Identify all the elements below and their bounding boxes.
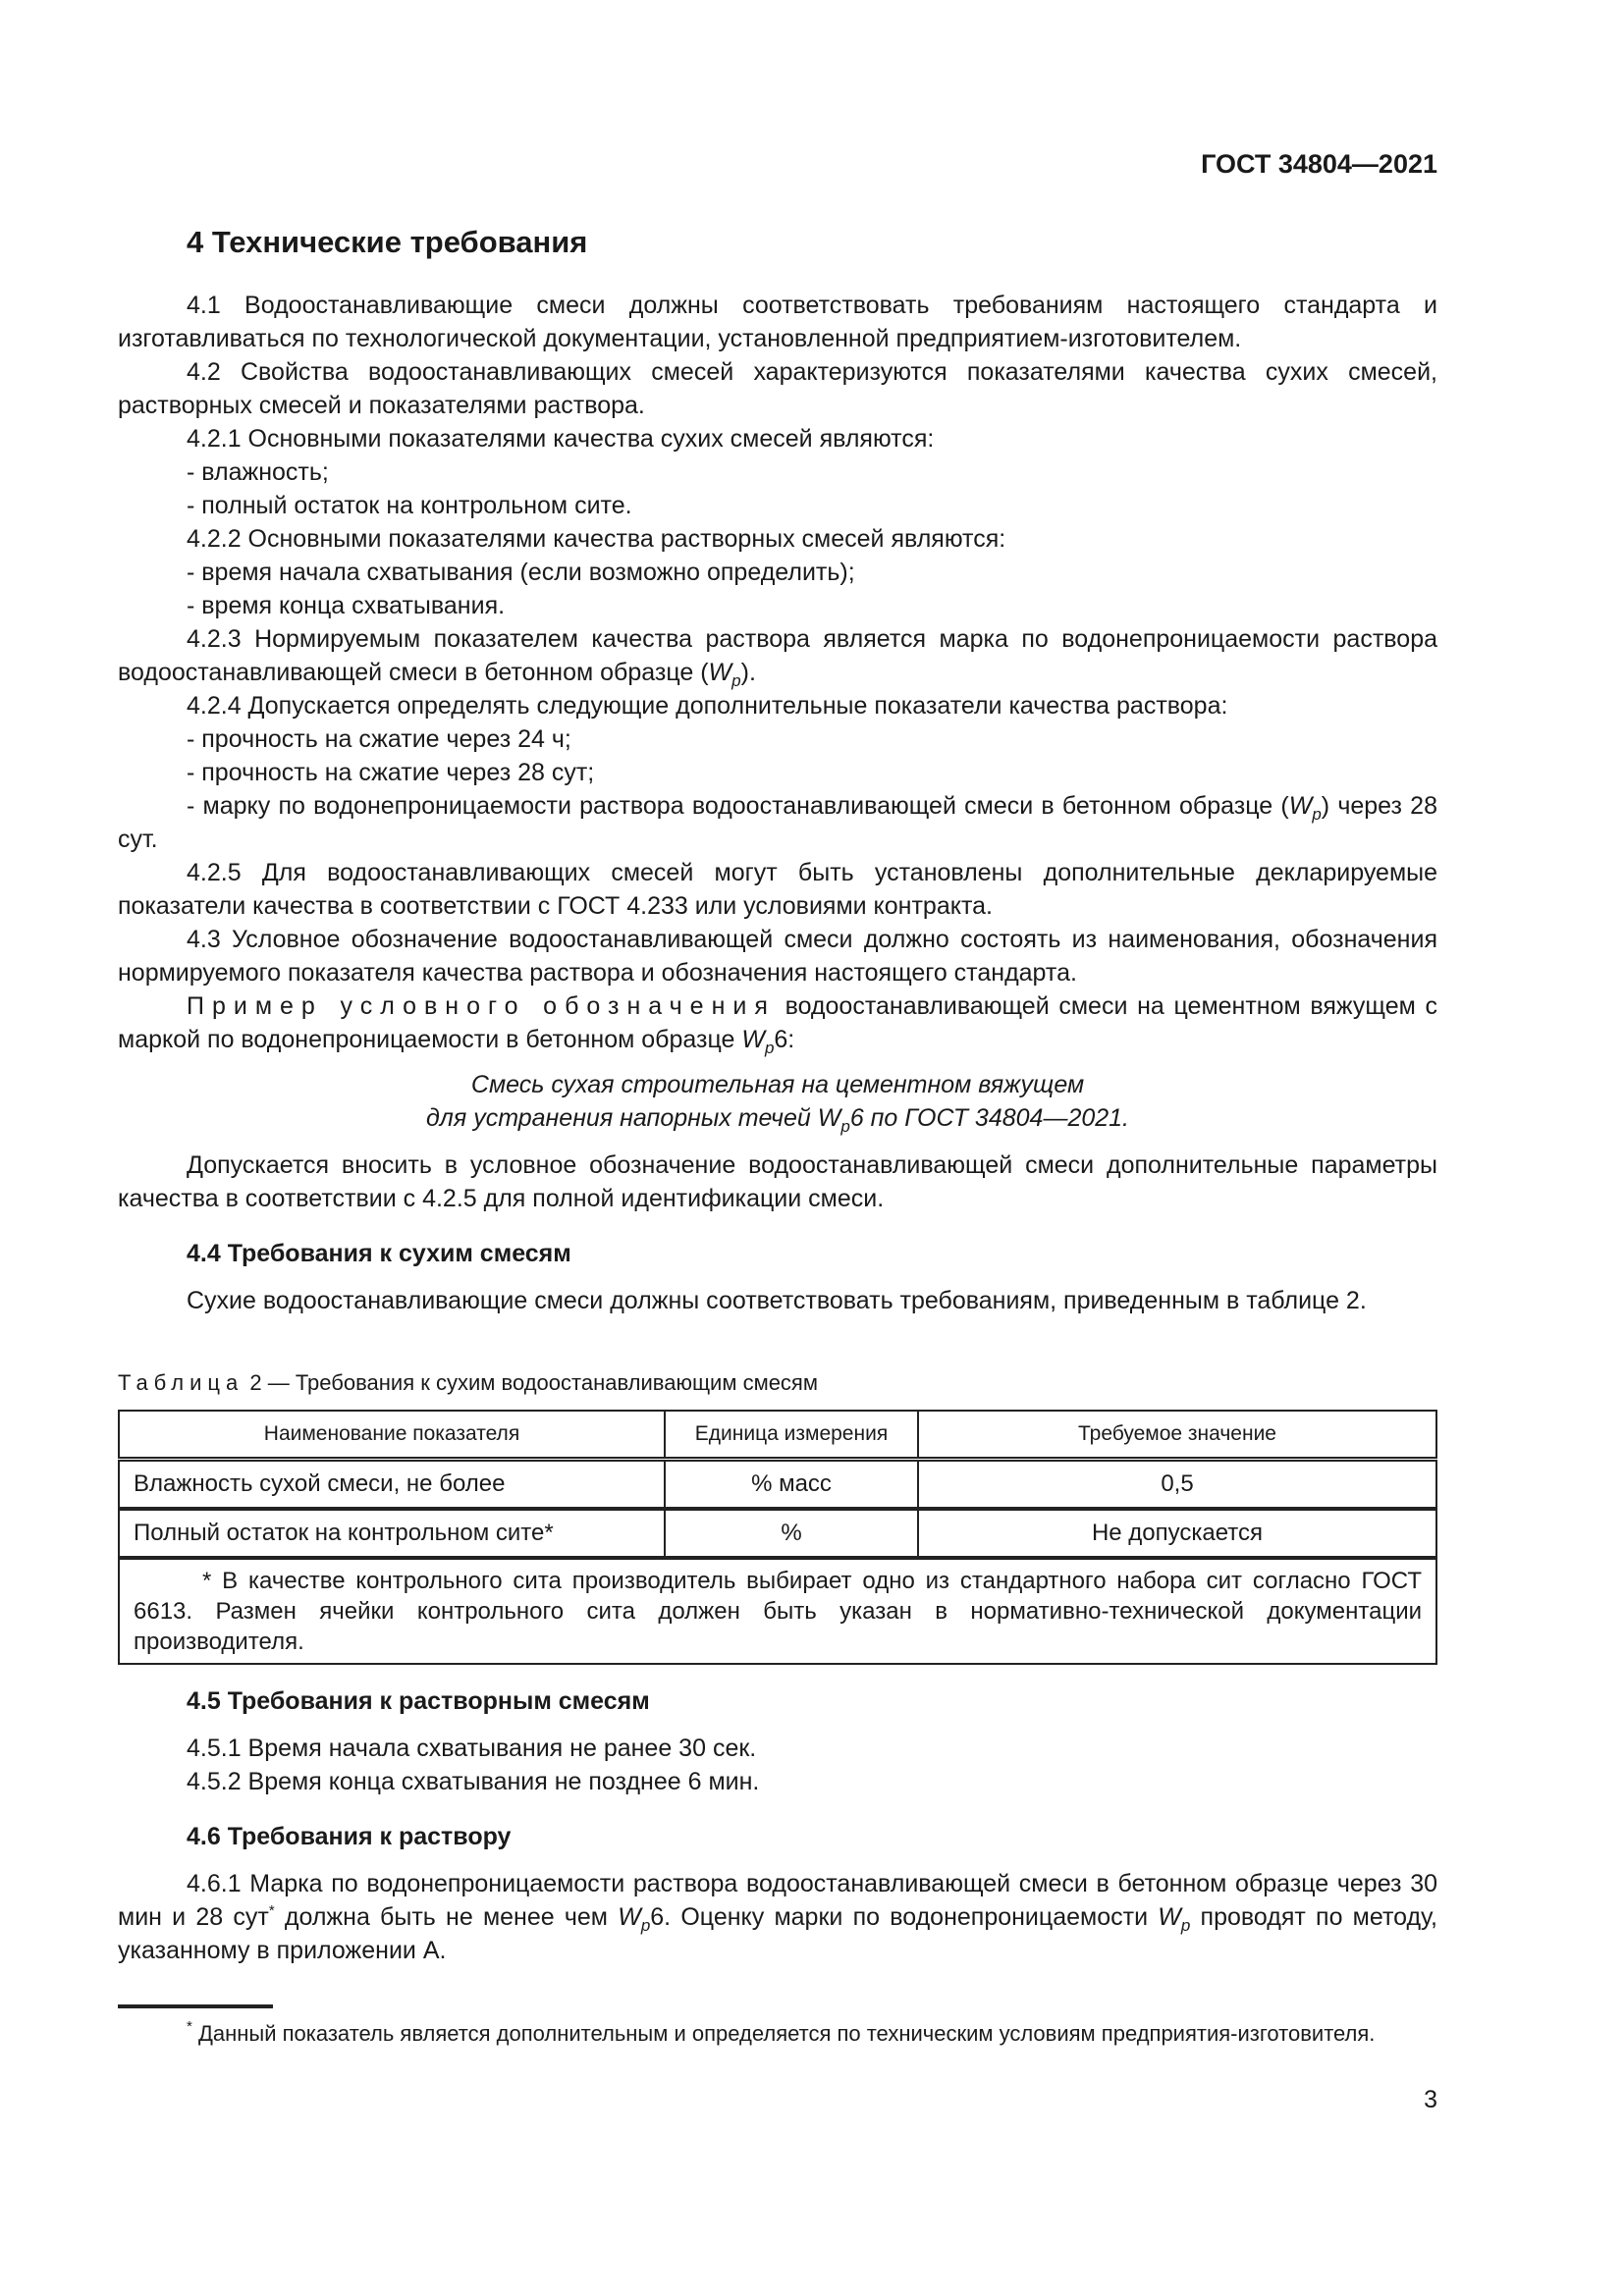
caption-label: Таблица [118, 1370, 244, 1395]
example-intro [118, 989, 1437, 1056]
example-line-2 [118, 1101, 1437, 1135]
formula-subscript: p [640, 1916, 651, 1935]
formula-subscript: p [731, 671, 741, 690]
list-item: - влажность; [187, 458, 329, 486]
formula-w: W [741, 1026, 765, 1053]
table-cell: % [665, 1509, 918, 1558]
text: для устранения напорных течей W [425, 1104, 841, 1132]
formula-w: W [618, 1903, 641, 1931]
text: водоостанавливающей смеси на цементном вяжущем с маркой по водонепроницаемости в бетонном образце [118, 992, 1437, 1053]
table-caption [118, 1366, 1437, 1400]
paragraph-4-2-5: 4.2.5 Для водоостанавливающих смесей могут быть установлены дополнительные декларируемые показатели качества в соответствии с ГОСТ 4.233 или условиями контракта. [118, 859, 1437, 920]
formula-w: W [1158, 1903, 1181, 1931]
table-cell: Влажность сухой смеси, не более [119, 1460, 665, 1510]
paragraph-4-4: Сухие водоостанавливающие смеси должны соответствовать требованиям, приведенным в таблице 2. [187, 1287, 1367, 1314]
text: 6: [774, 1026, 795, 1053]
text: - марку по водонепроницаемости раствора водоостанавливающей смеси в бетонном образце ( [187, 792, 1289, 820]
paragraph-4-3-note: Допускается вносить в условное обозначение водоостанавливающей смеси дополнительные параметры качества в соответствии с 4.2.5 для полной идентификации смеси. [118, 1151, 1437, 1212]
formula-subscript: p [840, 1117, 850, 1136]
formula-w: W [1288, 792, 1313, 820]
table-cell: Полный остаток на контрольном сите* [119, 1509, 665, 1558]
heading-4-5: 4.5 Требования к растворным смесям [187, 1687, 650, 1715]
table-cell: % масс [665, 1460, 918, 1510]
text: 4.2.3 Нормируемым показателем качества раствора является марка по водонепроницаемости раствора водоостанавливающей смеси в бетонном образце ( [118, 625, 1437, 686]
paragraph-4-1: 4.1 Водоостанавливающие смеси должны соответствовать требованиям настоящего стандарта и изготавливаться по технологической документации, установленной предприятием-изготовителем. [118, 292, 1437, 352]
example-line-1: Смесь сухая строительная на цементном вяжущем [470, 1071, 1085, 1098]
table-cell: 0,5 [918, 1460, 1436, 1510]
text: 6 по ГОСТ 34804—2021. [849, 1104, 1130, 1132]
footnote-marker: * [187, 2018, 192, 2035]
section-4-body [118, 289, 1437, 1317]
paragraph-4-5-2: 4.5.2 Время конца схватывания не позднее 6 мин. [187, 1768, 760, 1795]
heading-4-6: 4.6 Требования к раствору [187, 1823, 512, 1850]
paragraph-4-2-1: 4.2.1 Основными показателями качества сухих смесей являются: [187, 425, 935, 453]
heading-4-4: 4.4 Требования к сухим смесям [187, 1240, 571, 1267]
list-item: - время начала схватывания (если возможно определить); [187, 559, 855, 586]
table-row [119, 1509, 1436, 1558]
column-header: Требуемое значение [918, 1411, 1436, 1460]
footnote-separator [118, 2004, 273, 2008]
column-header: Наименование показателя [119, 1411, 665, 1460]
paragraph-4-2-2: 4.2.2 Основными показателями качества растворных смесей являются: [187, 525, 1006, 553]
list-item: - полный остаток на контрольном сите. [187, 492, 632, 519]
formula-subscript: p [764, 1039, 775, 1057]
text: ). [740, 659, 756, 686]
text: 4.6.1 Марка по водонепроницаемости раствора водоостанавливающей смеси в бетонном образце через 30 мин и 28 сут [118, 1870, 1437, 1931]
sections-4-5-4-6 [118, 1684, 1437, 1967]
formula-w: W [708, 659, 732, 686]
table-footnote-row [119, 1558, 1436, 1664]
text: 6. Оценку марки по водонепроницаемости [650, 1903, 1159, 1931]
table-row [119, 1460, 1436, 1510]
caption-text: 2 — Требования к сухим водоостанавливающим смесям [244, 1370, 818, 1395]
table-cell: Не допускается [918, 1509, 1436, 1558]
document-header: ГОСТ 34804—2021 [1201, 149, 1437, 179]
paragraph-4-2-3 [118, 622, 1437, 689]
footnote-text: Данный показатель является дополнительным и определяется по техническим условиям предприятия-изготовителя. [191, 2021, 1376, 2046]
paragraph-4-3: 4.3 Условное обозначение водоостанавливающей смеси должно состоять из наименования, обозначения нормируемого показателя качества раствора и обозначения настоящего стандарта. [118, 926, 1437, 987]
example-label: Пример условного обозначения [187, 992, 776, 1020]
paragraph-4-2-4: 4.2.4 Допускается определять следующие дополнительные показатели качества раствора: [187, 692, 1228, 720]
text: должна быть не менее чем [274, 1903, 619, 1931]
list-item: - время конца схватывания. [187, 592, 506, 619]
text: ) через 28 сут. [118, 792, 1437, 853]
page-number: 3 [1424, 2086, 1437, 2113]
page-footnote [118, 2018, 1437, 2049]
formula-subscript: p [1312, 805, 1322, 824]
text: проводят по методу, указанному в приложении А. [118, 1903, 1437, 1964]
footnote-marker: * [268, 1902, 275, 1919]
table-footnote: * В качестве контрольного сита производитель выбирает одно из стандартного набора сит согласно ГОСТ 6613. Размен ячейки контрольного сита должен быть указан в нормативно-технической документации производителя. [119, 1558, 1436, 1664]
list-item: - прочность на сжатие через 28 сут; [187, 759, 595, 786]
section-title: 4 Технические требования [187, 225, 588, 259]
paragraph-4-2: 4.2 Свойства водоостанавливающих смесей характеризуются показателями качества сухих смесей, растворных смесей и показателями раствора. [118, 358, 1437, 419]
paragraph-4-6-1 [118, 1867, 1437, 1967]
table-header-row [119, 1411, 1436, 1460]
list-item [118, 789, 1437, 856]
paragraph-4-5-1: 4.5.1 Время начала схватывания не ранее 30 сек. [187, 1735, 757, 1762]
formula-subscript: p [1180, 1916, 1191, 1935]
list-item: - прочность на сжатие через 24 ч; [187, 725, 571, 753]
column-header: Единица измерения [665, 1411, 918, 1460]
requirements-table [118, 1410, 1437, 1665]
